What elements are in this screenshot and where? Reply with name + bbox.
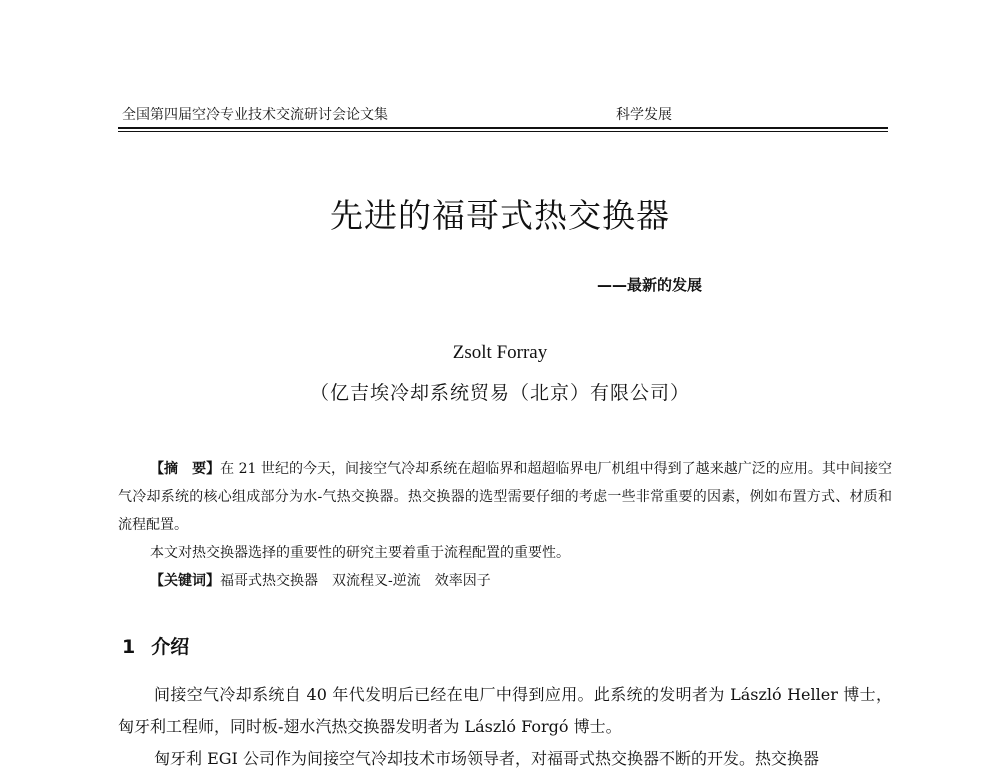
abstract-paragraph <box>118 455 892 539</box>
abstract-text: 在 21 世纪的今天，间接空气冷却系统在超临界和超超临界电厂机组中得到了越来越广泛的应用。其中间接空气冷却系统的核心组成部分为水-气热交换器。热交换器的选型需要仔细的考虑一些非常重要的因素，例如布置方式、材质和流程配置。 <box>118 461 892 533</box>
author-name: Zsolt Forray <box>452 342 548 363</box>
paper-subtitle: ——最新的发展 <box>597 276 703 294</box>
paper-title: 先进的福哥式热交换器 <box>330 196 670 235</box>
keywords-text: 福哥式热交换器 双流程叉-逆流 效率因子 <box>220 573 491 589</box>
author-affiliation: （亿吉埃冷却系统贸易（北京）有限公司） <box>309 382 690 404</box>
abstract-paragraph-2: 本文对热交换器选择的重要性的研究主要着重于流程配置的重要性。 <box>150 545 570 561</box>
header-rule-thin <box>118 131 888 132</box>
keywords-label: 【关键词】 <box>150 573 220 589</box>
abstract-block <box>118 455 892 595</box>
body-paragraph-1: 间接空气冷却系统自 40 年代发明后已经在电厂中得到应用。此系统的发明者为 László Heller 博士，匈牙利工程师，同时板-翅水汽热交换器发明者为 László Forgó 博士。 <box>118 685 892 736</box>
running-header-title: 全国第四届空冷专业技术交流研讨会论文集 <box>122 107 388 123</box>
section-title: 介绍 <box>151 636 190 658</box>
section-heading <box>122 632 189 659</box>
body-text <box>118 679 892 775</box>
body-paragraph-2: 匈牙利 EGI 公司作为间接空气冷却技术市场领导者，对福哥式热交换器不断的开发。热交换器 <box>154 749 819 768</box>
section-number: 1 <box>122 636 136 658</box>
running-header-section: 科学发展 <box>616 107 672 123</box>
abstract-label: 【摘 要】 <box>150 461 221 477</box>
keywords-line <box>118 567 892 595</box>
header-rule-thick <box>118 127 888 129</box>
